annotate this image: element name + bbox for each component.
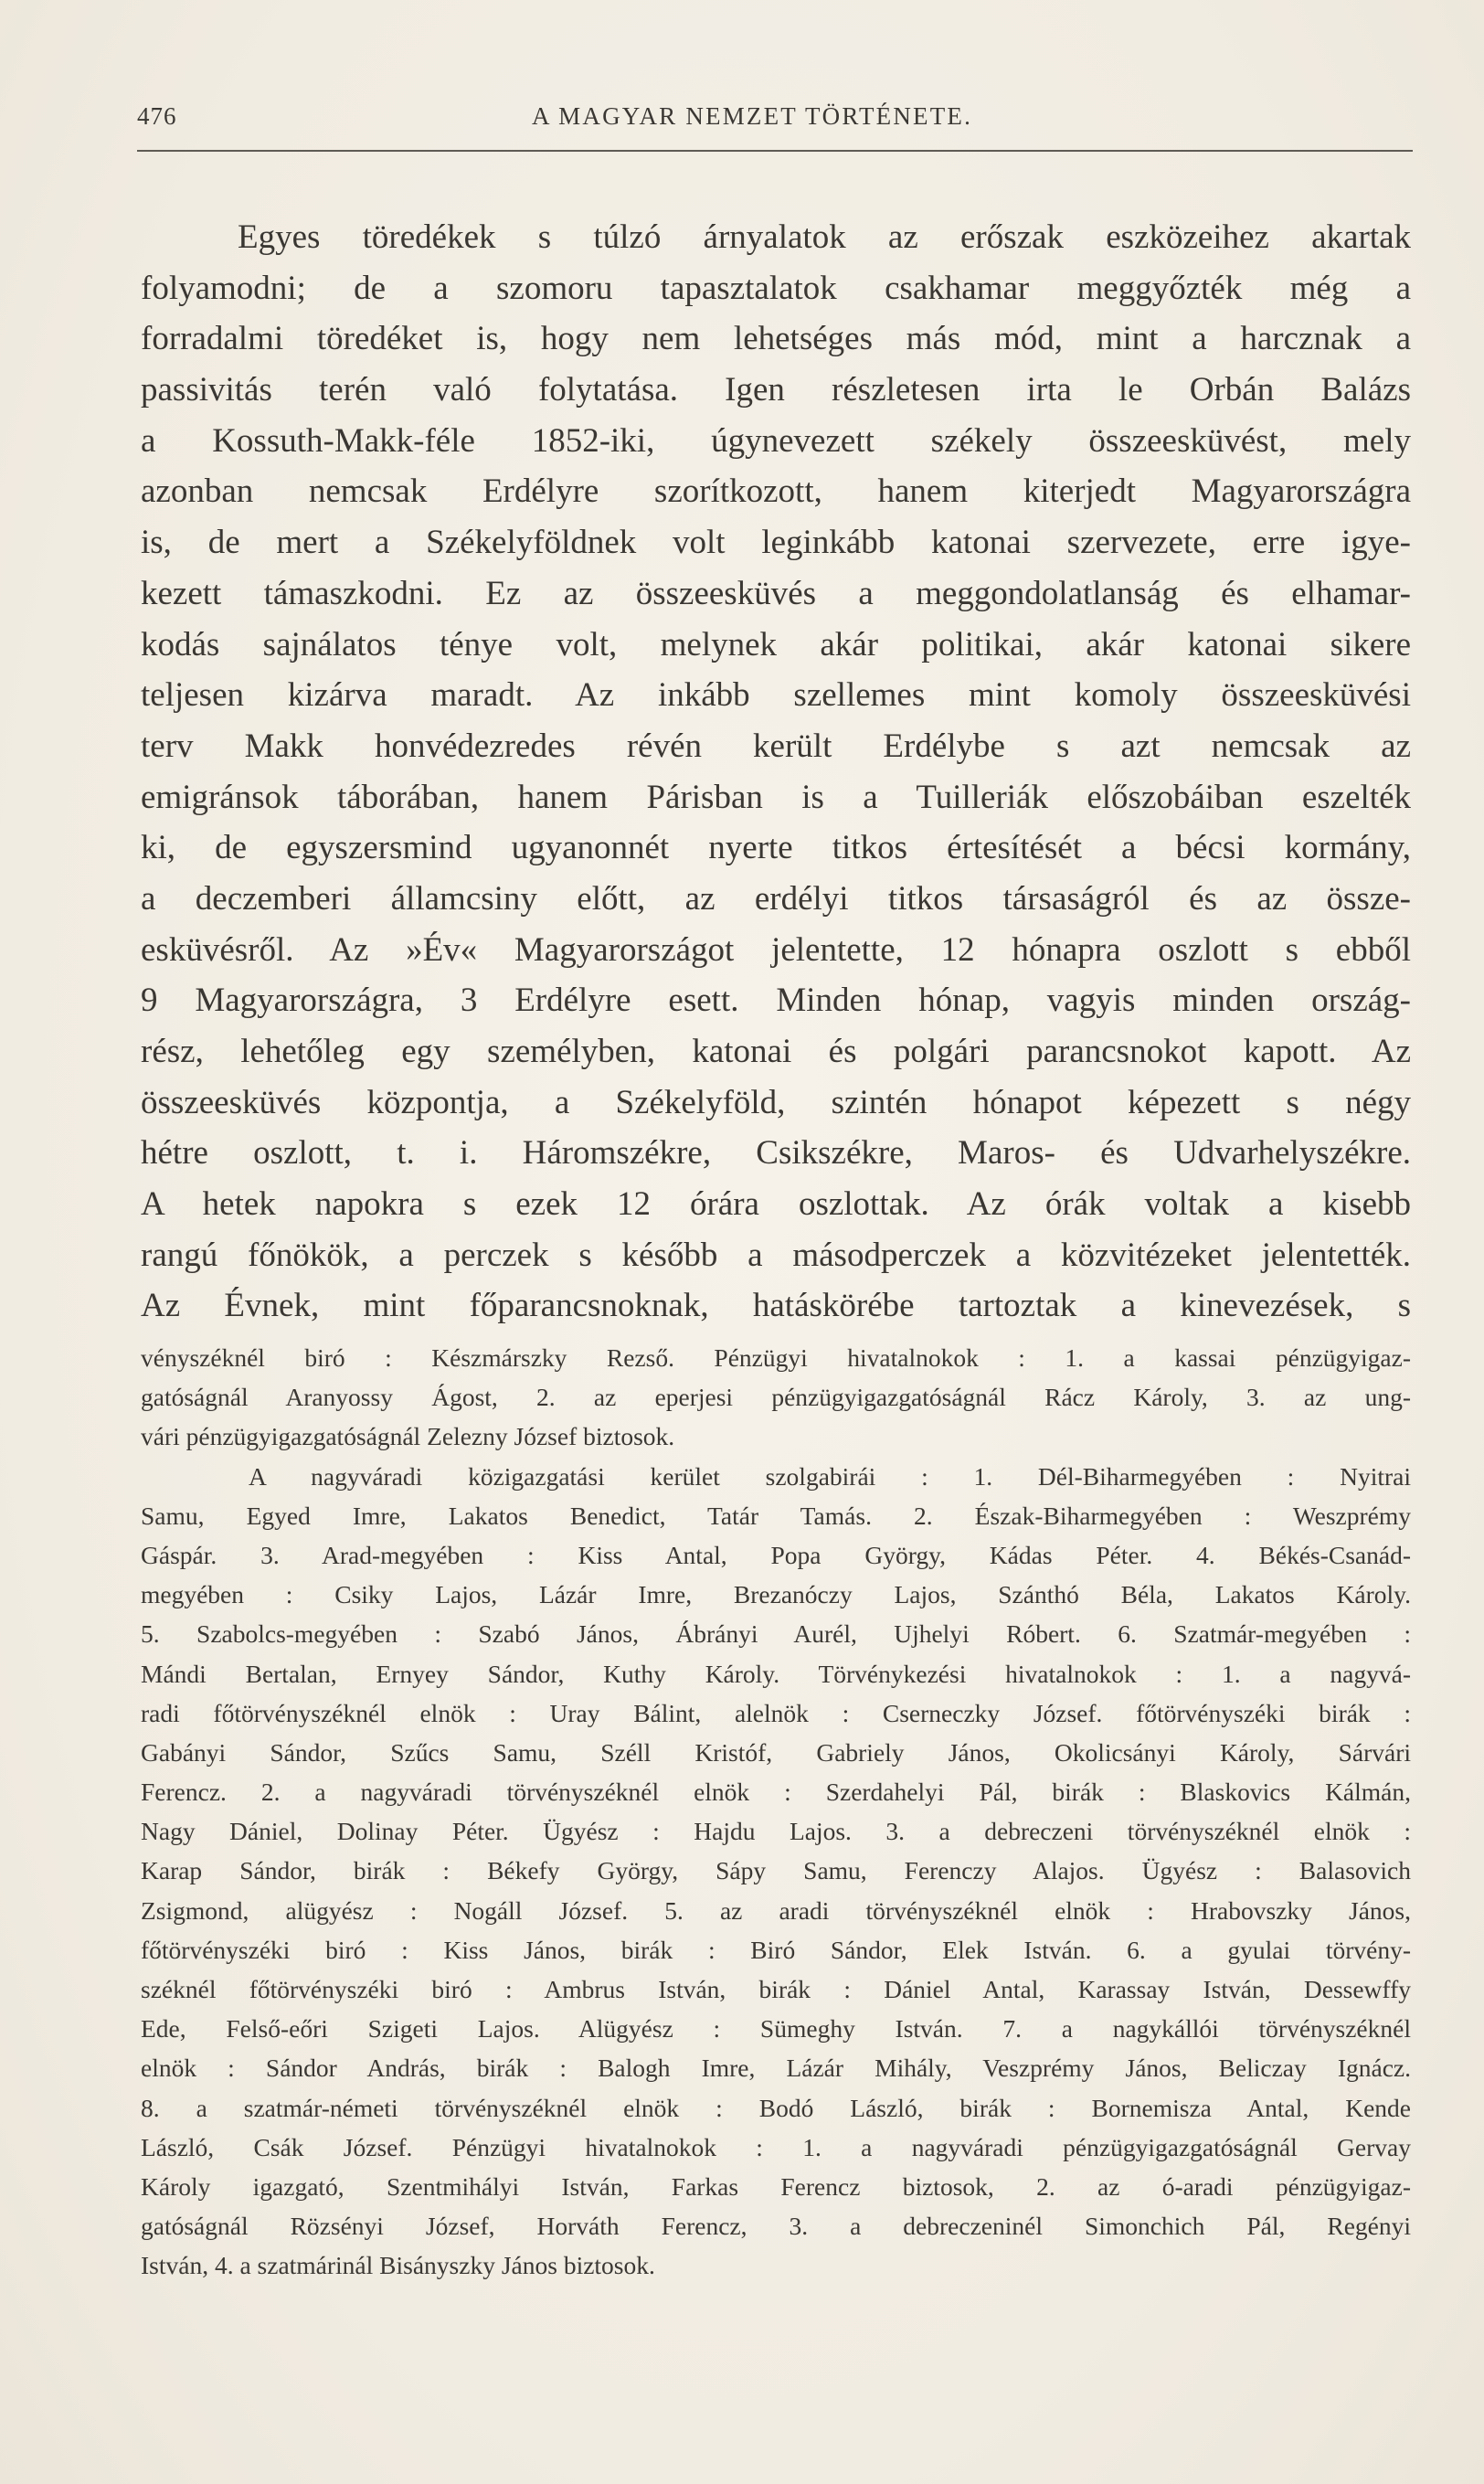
body-line: 9 Magyarországra, 3 Erdélyre esett. Minden hónap, vagyis minden ország- xyxy=(141,982,1411,1020)
footnote-line: Ferencz. 2. a nagyváradi törvényszéknél elnök : Szerdahelyi Pál, birák : Blaskovics Kálmán, xyxy=(141,1778,1411,1807)
running-title: A MAGYAR NEMZET TÖRTÉNETE. xyxy=(532,102,973,130)
body-line: emigránsok táborában, hanem Párisban is a Tuilleriák előszobáiban eszelték xyxy=(141,778,1411,816)
footnote-line: A nagyváradi közigazgatási kerület szolgabirái : 1. Dél-Biharmegyében : Nyitrai xyxy=(249,1461,1411,1491)
body-line: esküvésről. Az »Év« Magyarországot jelentette, 12 hónapra oszlott s ebből xyxy=(141,930,1411,969)
body-line: összeesküvés központja, a Székelyföld, szintén hónapot képezett s négy xyxy=(141,1083,1411,1121)
footnote-line: Nagy Dániel, Dolinay Péter. Ügyész : Hajdu Lajos. 3. a debreczeni törvényszéknél elnök : xyxy=(141,1817,1411,1846)
page-header xyxy=(137,102,1411,148)
footnote-line: vényszéknél biró : Készmárszky Rezső. Pénzügyi hivatalnokok : 1. a kassai pénzügyigaz- xyxy=(141,1343,1411,1372)
main-paragraph xyxy=(141,212,1411,1332)
body-line: is, de mert a Székelyföldnek volt leginkább katonai szervezete, erre igye- xyxy=(141,524,1411,562)
footnote-line: Ede, Felső-eőri Szigeti Lajos. Alügyész : Sümeghy István. 7. a nagykállói törvényszéknél xyxy=(141,2014,1411,2043)
footnote-line: Samu, Egyed Imre, Lakatos Benedict, Tatár Tamás. 2. Észak-Biharmegyében : Weszprémy xyxy=(141,1501,1411,1530)
body-line: Egyes töredékek s túlzó árnyalatok az erőszak eszközeihez akartak xyxy=(238,218,1411,256)
body-line: Az Évnek, mint főparancsnoknak, hatáskörébe tartoztak a kinevezések, s xyxy=(141,1287,1411,1325)
body-line: teljesen kizárva maradt. Az inkább szellemes mint komoly összeesküvési xyxy=(141,676,1411,715)
footnote-line: 8. a szatmár-németi törvényszéknél elnök : Bodó László, birák : Bornemisza Antal, Kende xyxy=(141,2093,1411,2122)
footnote-line: László, Csák József. Pénzügyi hivatalnokok : 1. a nagyváradi pénzügyigazgatóságnál Gervay xyxy=(141,2132,1411,2161)
body-line: passivitás terén való folytatása. Igen részletesen irta le Orbán Balázs xyxy=(141,371,1411,409)
footnote xyxy=(141,1338,1411,2286)
body-line: a Kossuth-Makk-féle 1852-iki, úgynevezett székely összeesküvést, mely xyxy=(141,421,1411,460)
footnote-line: Zsigmond, alügyész : Nogáll József. 5. az aradi törvényszéknél elnök : Hrabovszky János, xyxy=(141,1895,1411,1925)
footnote-line: radi főtörvényszéknél elnök : Uray Bálint, alelnök : Cserneczky József. főtörvényszéki birák : xyxy=(141,1698,1411,1727)
footnote-line: széknél főtörvényszéki biró : Ambrus István, birák : Dániel Antal, Karassay István, Dessewffy xyxy=(141,1975,1411,2003)
footnote-line: gatóságnál Aranyossy Ágost, 2. az eperjesi pénzügyigazgatóságnál Rácz Károly, 3. az ung- xyxy=(141,1383,1411,1412)
footnote-line: gatóságnál Rözsényi József, Horváth Ferencz, 3. a debreczeninél Simonchich Pál, Regényi xyxy=(141,2212,1411,2241)
page-number: 476 xyxy=(137,102,177,130)
footnote-line: Mándi Bertalan, Ernyey Sándor, Kuthy Károly. Törvénykezési hivatalnokok : 1. a nagyvá- xyxy=(141,1659,1411,1688)
footnote-line: vári pénzügyigazgatóságnál Zelezny József biztosok. xyxy=(141,1422,675,1451)
footnote-line: elnök : Sándor András, birák : Balogh Imre, Lázár Mihály, Veszprémy János, Beliczay Ignácz. xyxy=(141,2054,1411,2083)
body-line: folyamodni; de a szomoru tapasztalatok csakhamar meggyőzték még a xyxy=(141,269,1411,307)
footnote-line: 5. Szabolcs-megyében : Szabó János, Ábrányi Aurél, Ujhelyi Róbert. 6. Szatmár-megyében : xyxy=(141,1619,1411,1649)
body-line: azonban nemcsak Erdélyre szorítkozott, hanem kiterjedt Magyarországra xyxy=(141,472,1411,511)
body-line: kezett támaszkodni. Ez az összeesküvés a meggondolatlanság és elhamar- xyxy=(141,574,1411,612)
footnote-line: István, 4. a szatmárinál Bisányszky János biztosok. xyxy=(141,2251,655,2280)
body-line: A hetek napokra s ezek 12 órára oszlottak. Az órák voltak a kisebb xyxy=(141,1185,1411,1224)
footnote-line: Karap Sándor, birák : Békefy György, Sápy Samu, Ferenczy Alajos. Ügyész : Balasovich xyxy=(141,1856,1411,1885)
body-line: a deczemberi államcsiny előtt, az erdélyi titkos társaságról és az össze- xyxy=(141,879,1411,918)
footnote-line: megyében : Csiky Lajos, Lázár Imre, Brezanóczy Lajos, Szánthó Béla, Lakatos Károly. xyxy=(141,1580,1411,1609)
body-line: kodás sajnálatos ténye volt, melynek akár politikai, akár katonai sikere xyxy=(141,625,1411,663)
header-rule xyxy=(137,150,1413,152)
footnote-line: Gabányi Sándor, Szűcs Samu, Széll Kristóf, Gabriely János, Okolicsányi Károly, Sárvári xyxy=(141,1737,1411,1767)
body-line: rangú főnökök, a perczek s később a másodperczek a közvitézeket jelentették. xyxy=(141,1236,1411,1274)
footnote-line: Gáspár. 3. Arad-megyében : Kiss Antal, Popa György, Kádas Péter. 4. Békés-Csanád- xyxy=(141,1540,1411,1569)
footnote-line: Károly igazgató, Szentmihályi István, Farkas Ferencz biztosok, 2. az ó-aradi pénzügyigaz- xyxy=(141,2171,1411,2201)
body-line: hétre oszlott, t. i. Háromszékre, Csikszékre, Maros- és Udvarhelyszékre. xyxy=(141,1134,1411,1173)
footnote-line: főtörvényszéki biró : Kiss János, birák : Biró Sándor, Elek István. 6. a gyulai törvény- xyxy=(141,1935,1411,1964)
body-line: forradalmi töredéket is, hogy nem lehetséges más mód, mint a harcznak a xyxy=(141,320,1411,358)
body-line: ki, de egyszersmind ugyanonnét nyerte titkos értesítését a bécsi kormány, xyxy=(141,829,1411,867)
body-line: terv Makk honvédezredes révén került Erdélybe s azt nemcsak az xyxy=(141,727,1411,765)
body-line: rész, lehetőleg egy személyben, katonai és polgári parancsnokot kapott. Az xyxy=(141,1033,1411,1070)
